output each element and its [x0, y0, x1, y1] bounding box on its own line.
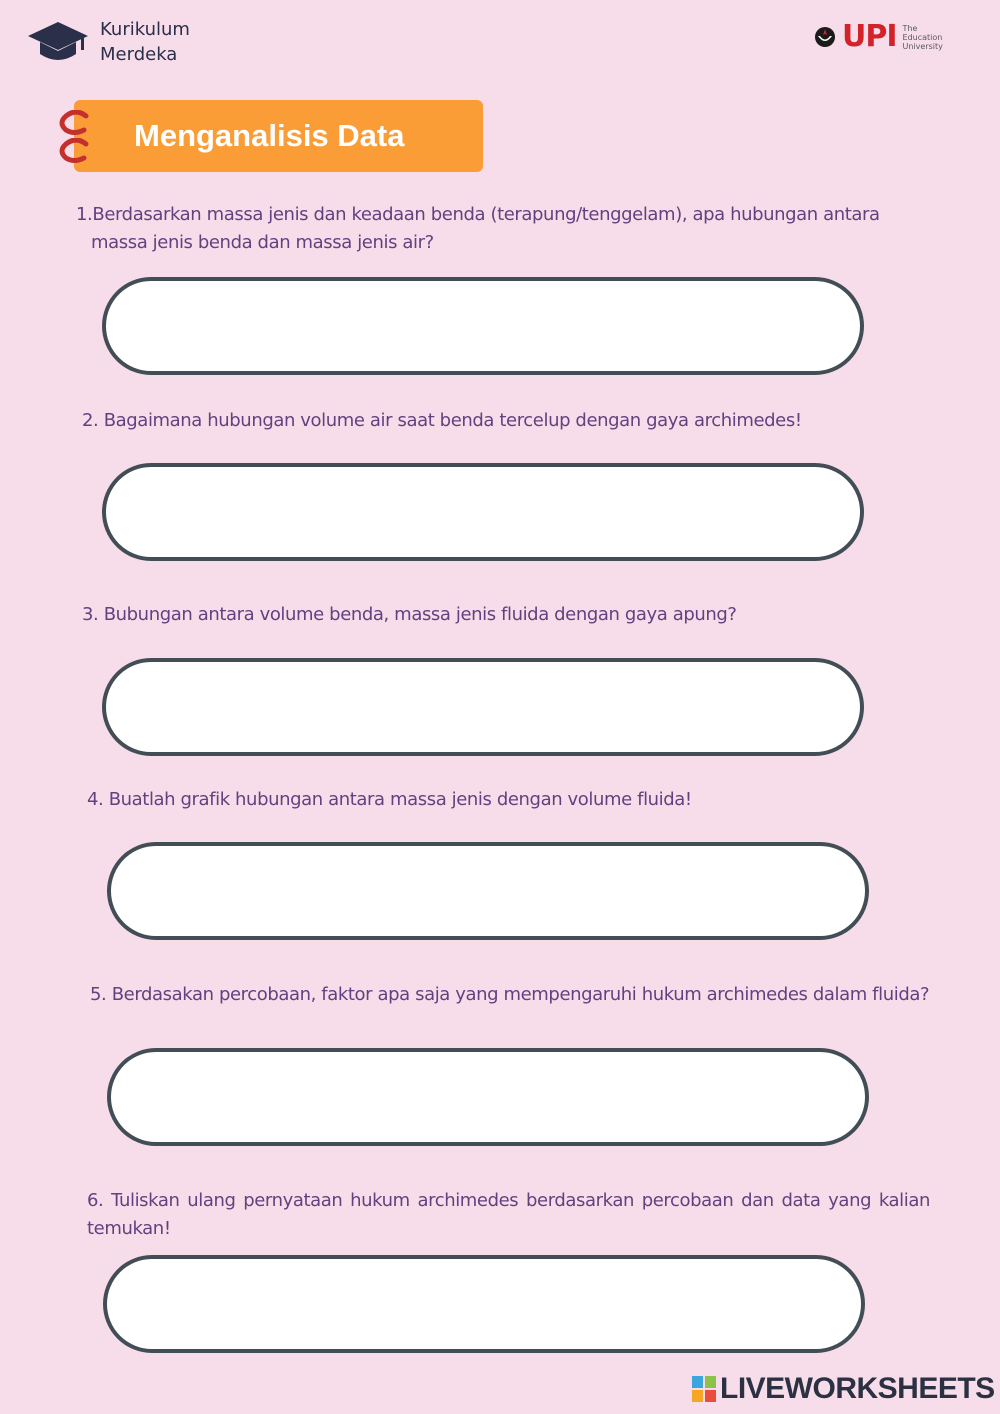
graduation-cap-icon — [26, 16, 90, 68]
answer-box-3[interactable] — [102, 658, 864, 756]
question-number: 6. — [87, 1190, 104, 1211]
answer-box-5[interactable] — [107, 1048, 869, 1146]
question-1 — [76, 201, 921, 257]
question-text: Bagaimana hubungan volume air saat benda tercelup dengan gaya archimedes! — [103, 410, 802, 431]
brand-text — [100, 17, 190, 67]
upi-tag-line-1: The — [902, 23, 918, 33]
answer-box-1[interactable] — [102, 277, 864, 375]
answer-box-4[interactable] — [107, 842, 869, 940]
question-5 — [90, 981, 933, 1009]
ring-binder-icon — [56, 138, 96, 164]
question-number: 4. — [87, 789, 104, 810]
question-3 — [82, 601, 912, 629]
upi-emblem-icon — [814, 26, 836, 48]
question-2 — [82, 407, 912, 435]
brand-line-2: Merdeka — [100, 44, 178, 65]
question-text: Buatlah grafik hubungan antara massa jenis dengan volume fluida! — [108, 789, 692, 810]
question-number: 2. — [82, 410, 99, 431]
section-title-banner — [74, 100, 483, 172]
question-number: 3. — [82, 604, 99, 625]
question-number: 1. — [76, 204, 93, 225]
liveworksheets-logo — [692, 1372, 995, 1406]
upi-logo — [814, 19, 943, 54]
answer-box-6[interactable] — [103, 1255, 865, 1353]
question-text: Berdasarkan massa jenis dan keadaan benda (terapung/tenggelam), apa hubungan antara massa jenis benda dan massa jenis air? — [91, 204, 880, 253]
upi-tag-line-2: Education — [902, 32, 943, 42]
upi-tag-line-3: University — [902, 41, 943, 51]
brand-line-1: Kurikulum — [100, 19, 190, 40]
upi-wordmark: UPI — [842, 19, 897, 54]
question-6 — [87, 1187, 930, 1243]
upi-tagline — [903, 24, 943, 51]
liveworksheets-icon — [692, 1374, 718, 1404]
question-text: Bubungan antara volume benda, massa jenis fluida dengan gaya apung? — [103, 604, 737, 625]
question-number: 5. — [90, 984, 107, 1005]
kurikulum-merdeka-brand — [26, 16, 190, 68]
answer-box-2[interactable] — [102, 463, 864, 561]
question-text: Tuliskan ulang pernyataan hukum archimedes berdasarkan percobaan dan data yang kalian temukan! — [87, 1190, 930, 1239]
question-text: Berdasakan percobaan, faktor apa saja yang mempengaruhi hukum archimedes dalam fluida? — [111, 984, 930, 1005]
question-4 — [87, 786, 917, 814]
liveworksheets-wordmark: LIVEWORKSHEETS — [720, 1372, 995, 1405]
section-title: Menganalisis Data — [134, 118, 405, 153]
ring-binder-icon — [56, 110, 96, 136]
